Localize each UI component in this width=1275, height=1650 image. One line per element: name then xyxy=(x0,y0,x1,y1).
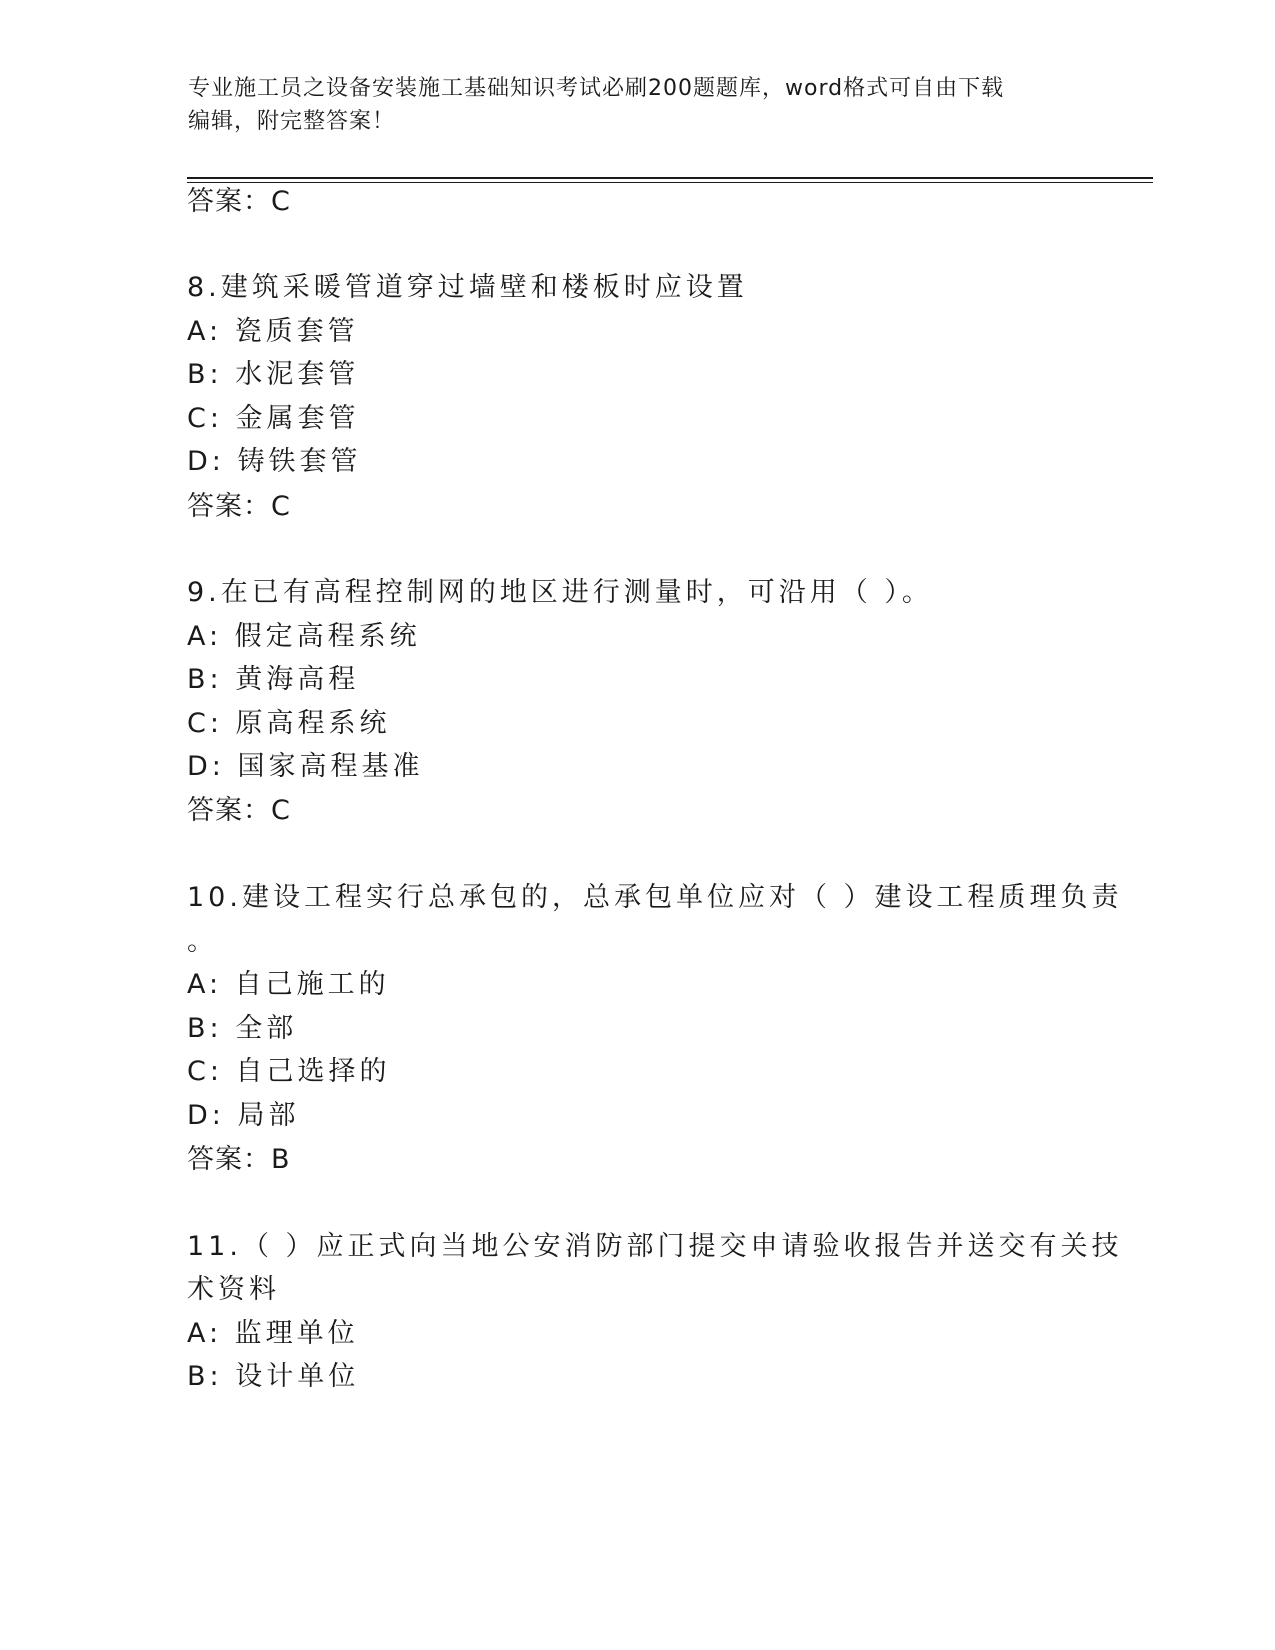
question-10-option-b: B: 全部 xyxy=(187,1013,298,1044)
question-9-stem: 9.在已有高程控制网的地区进行测量时，可沿用（ ）。 xyxy=(187,577,933,608)
question-11-stem-line-2: 术资料 xyxy=(187,1274,280,1305)
header-title-line-1: 专业施工员之设备安装施工基础知识考试必刷200题题库，word格式可自由下载 xyxy=(188,76,1005,101)
question-9-option-b: B: 黄海高程 xyxy=(187,664,360,695)
question-10-option-a: A: 自己施工的 xyxy=(187,969,390,1000)
question-10-option-c: C: 自己选择的 xyxy=(187,1056,391,1087)
question-9-option-c: C: 原高程系统 xyxy=(187,708,391,739)
question-8-stem: 8.建筑采暖管道穿过墙壁和楼板时应设置 xyxy=(187,272,748,303)
question-10-stem-line-1: 10.建设工程实行总承包的，总承包单位应对（ ）建设工程质理负责 xyxy=(187,882,1123,913)
question-9-option-d: D: 国家高程基准 xyxy=(187,751,424,782)
document-header xyxy=(188,72,1088,138)
question-11-option-b: B: 设计单位 xyxy=(187,1361,360,1392)
question-11-stem-line-1: 11.（ ）应正式向当地公安消防部门提交申请验收报告并送交有关技 xyxy=(187,1231,1123,1262)
previous-answer: 答案：C xyxy=(187,186,291,217)
question-10-stem-line-2: 。 xyxy=(187,926,218,957)
header-title-line-2: 编辑，附完整答案！ xyxy=(188,109,396,134)
question-8-option-b: B: 水泥套管 xyxy=(187,359,360,390)
header-divider-thick xyxy=(187,177,1153,179)
question-8-option-a: A: 瓷质套管 xyxy=(187,316,359,347)
question-10-answer: 答案：B xyxy=(187,1144,291,1175)
header-divider-thin xyxy=(187,182,1153,183)
question-9-answer: 答案：C xyxy=(187,795,291,826)
question-10-option-d: D: 局部 xyxy=(187,1100,300,1131)
question-8-option-d: D: 铸铁套管 xyxy=(187,446,362,477)
question-11-option-a: A: 监理单位 xyxy=(187,1318,359,1349)
question-8-answer: 答案：C xyxy=(187,491,291,522)
question-8-option-c: C: 金属套管 xyxy=(187,403,360,434)
question-9-option-a: A: 假定高程系统 xyxy=(187,621,421,652)
